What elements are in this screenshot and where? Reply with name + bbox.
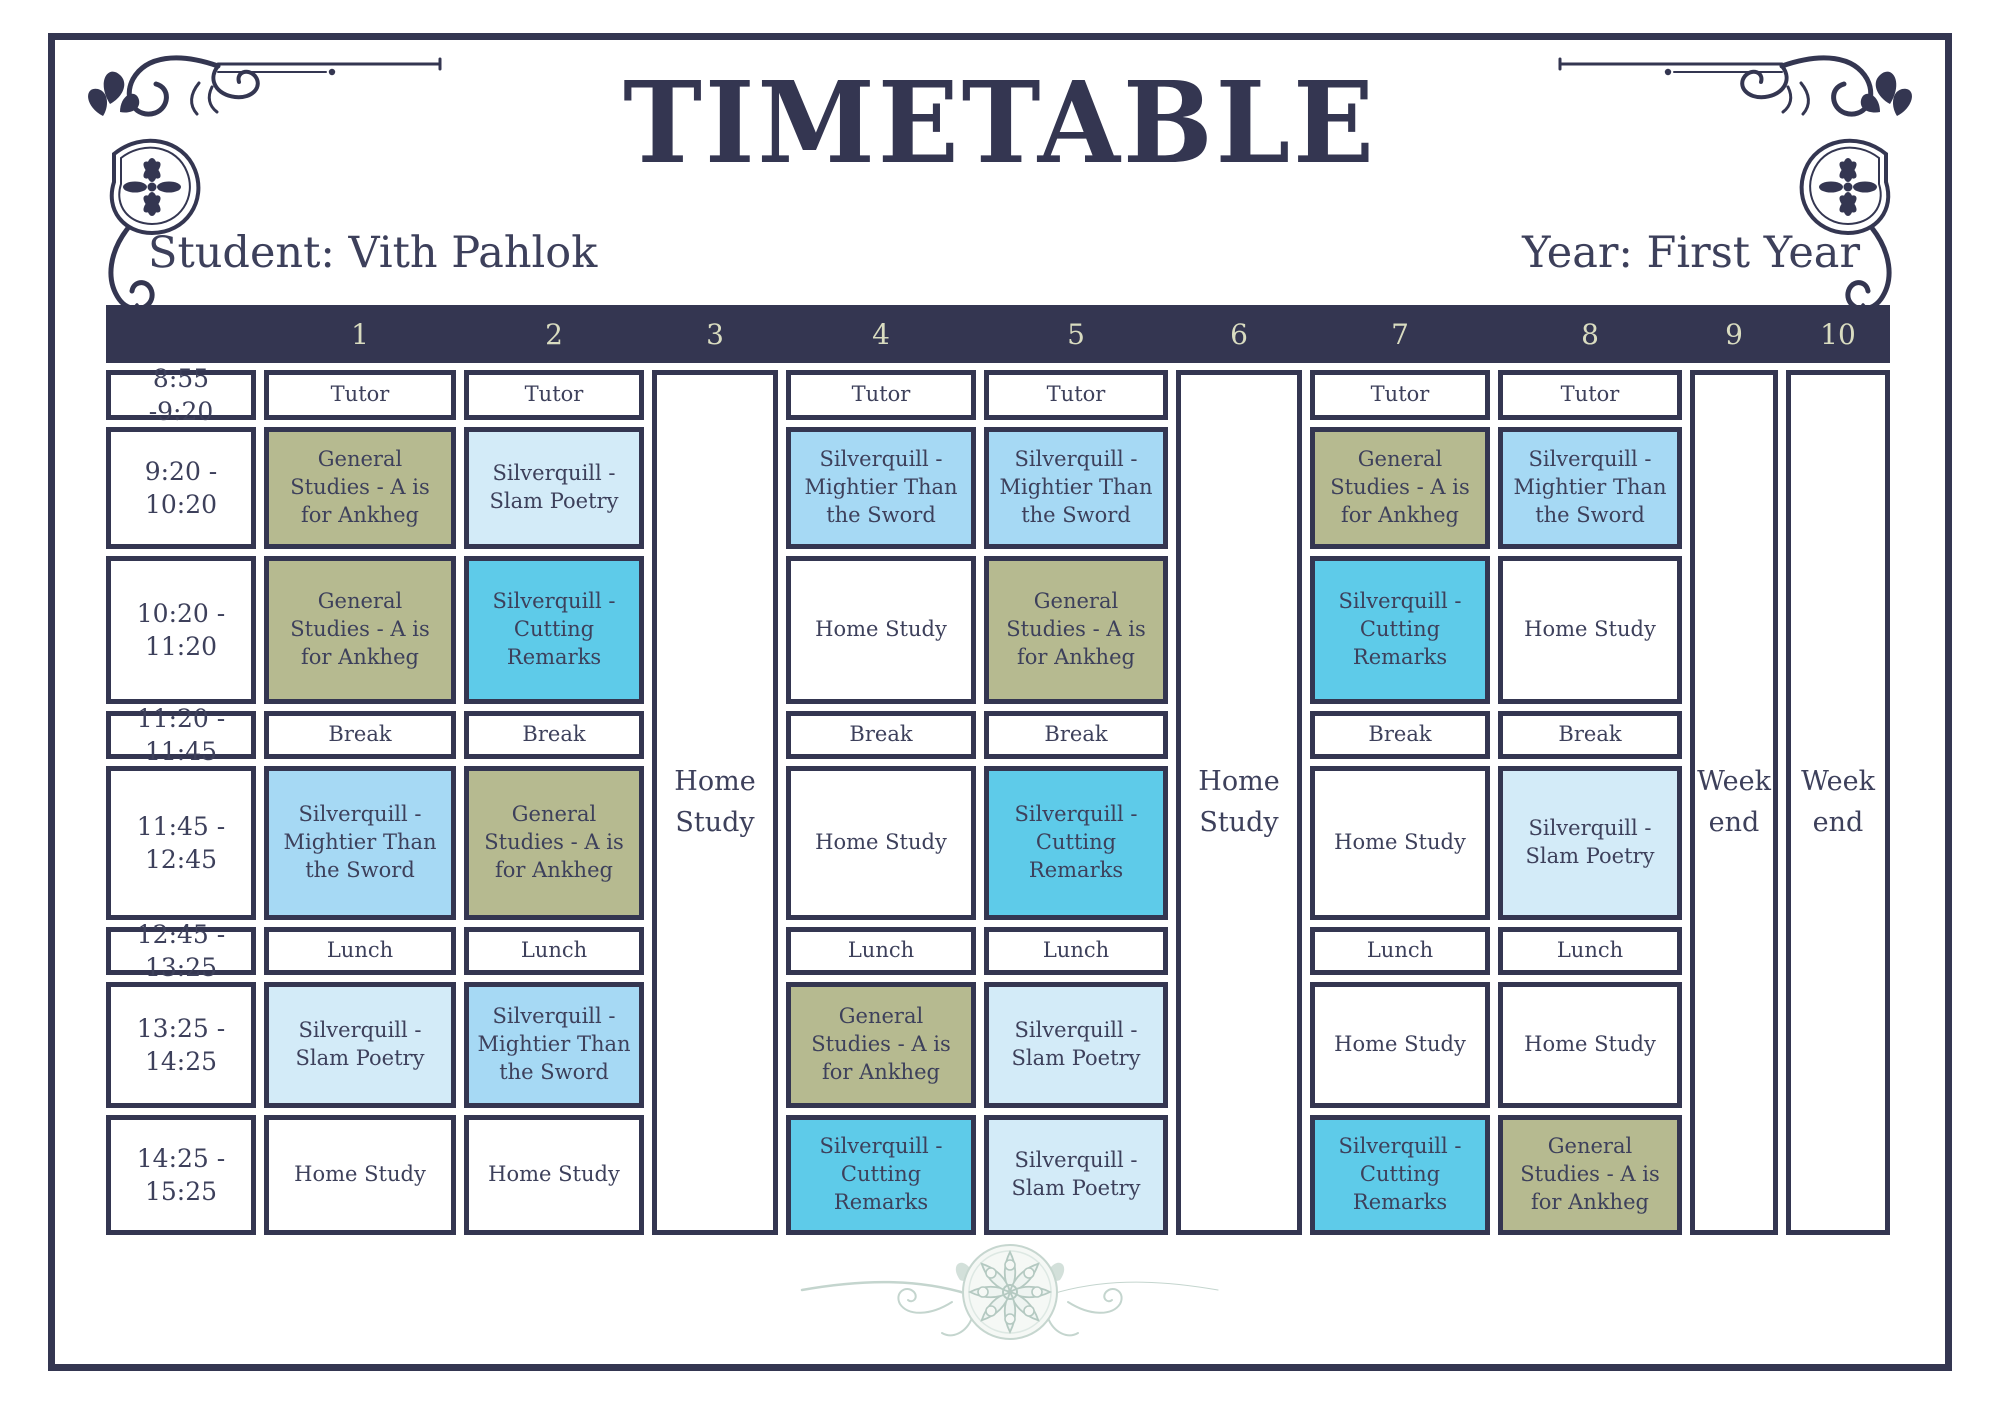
timetable-cell: Break	[786, 711, 976, 759]
timetable-cell: Silverquill - Mightier Than the Sword	[984, 427, 1168, 549]
timetable-cell: Tutor	[786, 370, 976, 420]
weekend-column: Week end	[1690, 370, 1778, 1235]
page-title: TIMETABLE	[623, 56, 1377, 189]
timetable-cell: Home Study	[1498, 982, 1682, 1108]
column-number: 9	[1725, 317, 1743, 351]
timetable-cell: General Studies - A is for Ankheg	[264, 427, 456, 549]
timetable-cell: General Studies - A is for Ankheg	[264, 556, 456, 704]
timetable-cell: Tutor	[264, 370, 456, 420]
timetable-cell: Break	[264, 711, 456, 759]
timetable-cell: Lunch	[1310, 927, 1490, 975]
column-number: 6	[1230, 317, 1248, 351]
timetable-cell: Home Study	[1498, 556, 1682, 704]
timetable-cell: Tutor	[1498, 370, 1682, 420]
timetable-cell: Break	[1498, 711, 1682, 759]
timetable-cell: Silverquill - Cutting Remarks	[786, 1115, 976, 1235]
timetable-cell: Tutor	[1310, 370, 1490, 420]
timetable-cell: General Studies - A is for Ankheg	[786, 982, 976, 1108]
column-number: 2	[545, 317, 563, 351]
time-slot: 8:55 -9:20	[106, 370, 256, 420]
timetable-cell: Home Study	[1310, 766, 1490, 920]
timetable-cell: Tutor	[984, 370, 1168, 420]
column-number: 3	[706, 317, 724, 351]
time-slot: 12:45 - 13:25	[106, 927, 256, 975]
timetable-cell: Break	[464, 711, 644, 759]
home-study-column: Home Study	[1176, 370, 1302, 1235]
column-number: 1	[351, 317, 369, 351]
timetable-cell: Silverquill - Slam Poetry	[984, 982, 1168, 1108]
timetable-cell: Silverquill - Cutting Remarks	[984, 766, 1168, 920]
timetable-cell: Silverquill - Mightier Than the Sword	[1498, 427, 1682, 549]
year-label: Year: First Year	[1522, 228, 1860, 278]
timetable-cell: Silverquill - Cutting Remarks	[1310, 556, 1490, 704]
timetable-cell: Home Study	[786, 766, 976, 920]
timetable-cell: Home Study	[464, 1115, 644, 1235]
timetable-cell: General Studies - A is for Ankheg	[984, 556, 1168, 704]
timetable-cell: General Studies - A is for Ankheg	[1310, 427, 1490, 549]
timetable-grid	[106, 305, 1890, 1235]
timetable-cell: Lunch	[264, 927, 456, 975]
timetable-cell: General Studies - A is for Ankheg	[464, 766, 644, 920]
timetable-cell: Silverquill - Mightier Than the Sword	[264, 766, 456, 920]
timetable-cell: Silverquill - Slam Poetry	[464, 427, 644, 549]
timetable-cell: Silverquill - Slam Poetry	[1498, 766, 1682, 920]
time-slot: 13:25 - 14:25	[106, 982, 256, 1108]
time-slot: 10:20 - 11:20	[106, 556, 256, 704]
timetable-cell: Silverquill - Mightier Than the Sword	[786, 427, 976, 549]
timetable-cell: Silverquill - Slam Poetry	[984, 1115, 1168, 1235]
time-slot: 11:20 - 11:45	[106, 711, 256, 759]
column-number: 10	[1820, 317, 1856, 351]
weekend-column: Week end	[1786, 370, 1890, 1235]
column-number: 5	[1067, 317, 1085, 351]
timetable-cell: General Studies - A is for Ankheg	[1498, 1115, 1682, 1235]
timetable-cell: Silverquill - Slam Poetry	[264, 982, 456, 1108]
home-study-column: Home Study	[652, 370, 778, 1235]
student-name: Student: Vith Pahlok	[148, 228, 598, 278]
time-slot: 9:20 - 10:20	[106, 427, 256, 549]
compass-emblem-icon	[800, 1238, 1220, 1348]
timetable-cell: Home Study	[1310, 982, 1490, 1108]
timetable-cell: Lunch	[984, 927, 1168, 975]
timetable-cell: Lunch	[464, 927, 644, 975]
column-number: 4	[872, 317, 890, 351]
timetable-cell: Break	[984, 711, 1168, 759]
timetable-cell: Home Study	[786, 556, 976, 704]
timetable-cell: Lunch	[1498, 927, 1682, 975]
column-number: 7	[1391, 317, 1409, 351]
time-slot: 11:45 - 12:45	[106, 766, 256, 920]
timetable-cell: Break	[1310, 711, 1490, 759]
timetable-cell: Silverquill - Mightier Than the Sword	[464, 982, 644, 1108]
timetable-cell: Tutor	[464, 370, 644, 420]
column-number: 8	[1581, 317, 1599, 351]
timetable-cell: Home Study	[264, 1115, 456, 1235]
timetable-cell: Silverquill - Cutting Remarks	[1310, 1115, 1490, 1235]
timetable-cell: Lunch	[786, 927, 976, 975]
time-slot: 14:25 - 15:25	[106, 1115, 256, 1235]
timetable-cell: Silverquill - Cutting Remarks	[464, 556, 644, 704]
